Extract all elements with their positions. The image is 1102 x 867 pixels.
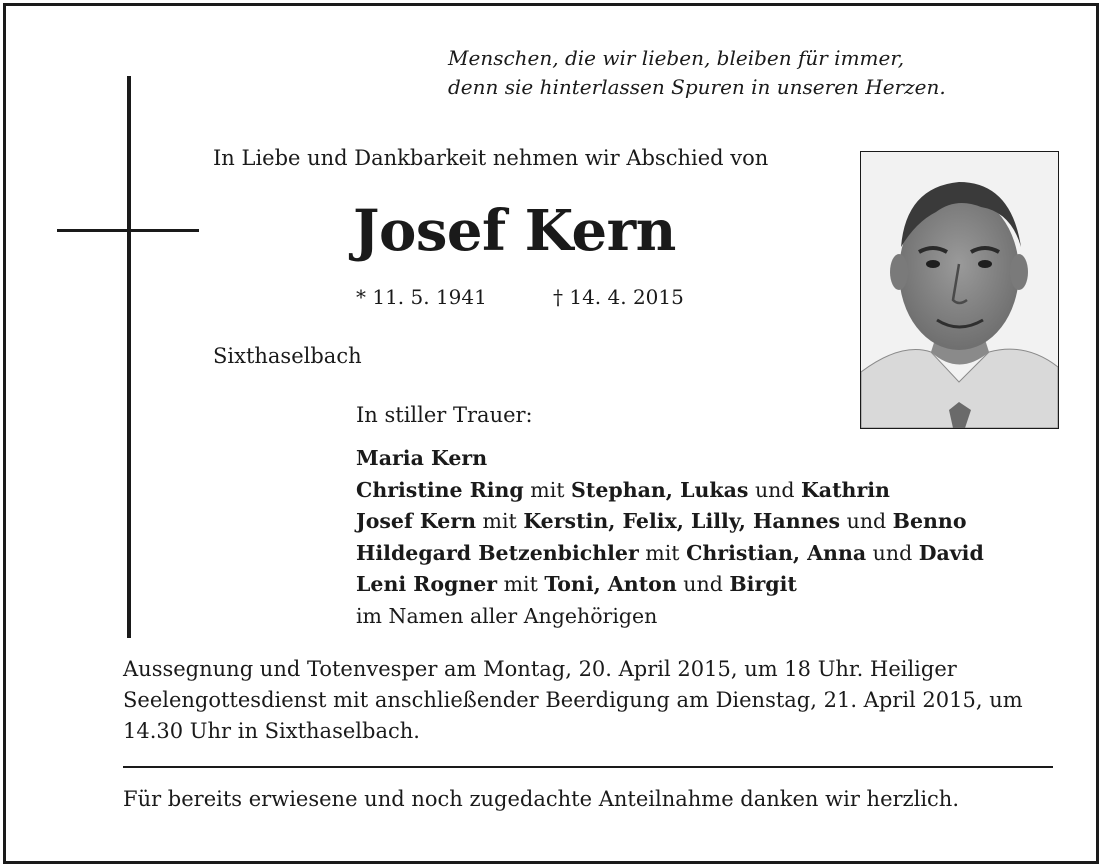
mourner-name: Stephan, Lukas — [571, 477, 749, 502]
mourner-name: David — [918, 540, 984, 565]
mourner-line — [356, 601, 984, 633]
mourner-name: Toni, Anton — [544, 572, 677, 596]
mourner-name: Birgit — [729, 572, 797, 596]
mourner-line — [356, 506, 984, 538]
mourner-name: Christine Ring — [356, 477, 524, 502]
thanks-text: Für bereits erwiesene und noch zugedachte Anteilnahme danken wir herzlich. — [123, 787, 959, 811]
deceased-name: Josef Kern — [353, 198, 676, 264]
mourners-list — [356, 443, 984, 632]
mourner-line — [356, 538, 984, 570]
mourner-connector: und — [748, 477, 801, 502]
death-date: † 14. 4. 2015 — [553, 285, 684, 309]
mourner-name: Hildegard Betzenbichler — [356, 540, 639, 565]
portrait-photo — [860, 151, 1059, 429]
residence: Sixthaselbach — [213, 344, 362, 368]
memorial-quote — [448, 44, 946, 102]
mourner-connector: mit — [523, 477, 572, 502]
mourner-name: Benno — [892, 509, 967, 533]
mourner-line — [356, 475, 984, 507]
mourner-connector: und — [840, 509, 893, 533]
mourner-connector: und — [866, 540, 919, 565]
mourner-name: Christian, Anna — [686, 540, 867, 565]
mourner-connector: und — [676, 572, 730, 596]
mourner-connector: im Namen aller Angehörigen — [356, 603, 658, 628]
quote-line-2: denn sie hinterlassen Spuren in unseren Herzen. — [448, 75, 946, 99]
birth-date: * 11. 5. 1941 — [356, 285, 487, 309]
mourner-name: Kerstin, Felix, Lilly, Hannes — [523, 509, 841, 533]
mourner-line — [356, 443, 984, 475]
mourner-name: Kathrin — [800, 477, 890, 502]
mourner-name: Josef Kern — [356, 509, 477, 533]
mourner-connector: mit — [476, 509, 524, 533]
mourner-connector: mit — [638, 540, 687, 565]
mourning-label: In stiller Trauer: — [356, 403, 533, 427]
divider-line — [123, 766, 1053, 768]
mourner-connector: mit — [497, 572, 545, 596]
service-info: Aussegnung und Totenvesper am Montag, 20. April 2015, um 18 Uhr. Heiliger Seelengottesdienst mit anschließender Beerdigung am Dienstag, 21. April 2015, um 14.30 Uhr in Sixthaselbach. — [123, 657, 1023, 743]
intro-text: In Liebe und Dankbarkeit nehmen wir Abschied von — [213, 146, 769, 170]
cross-horizontal-bar — [57, 229, 199, 232]
obituary-frame — [3, 3, 1099, 864]
cross-vertical-bar — [127, 76, 131, 638]
mourner-line — [356, 569, 984, 601]
mourner-name: Leni Rogner — [356, 572, 498, 596]
mourner-name: Maria Kern — [356, 446, 488, 470]
quote-line-1: Menschen, die wir lieben, bleiben für immer, — [448, 46, 905, 70]
